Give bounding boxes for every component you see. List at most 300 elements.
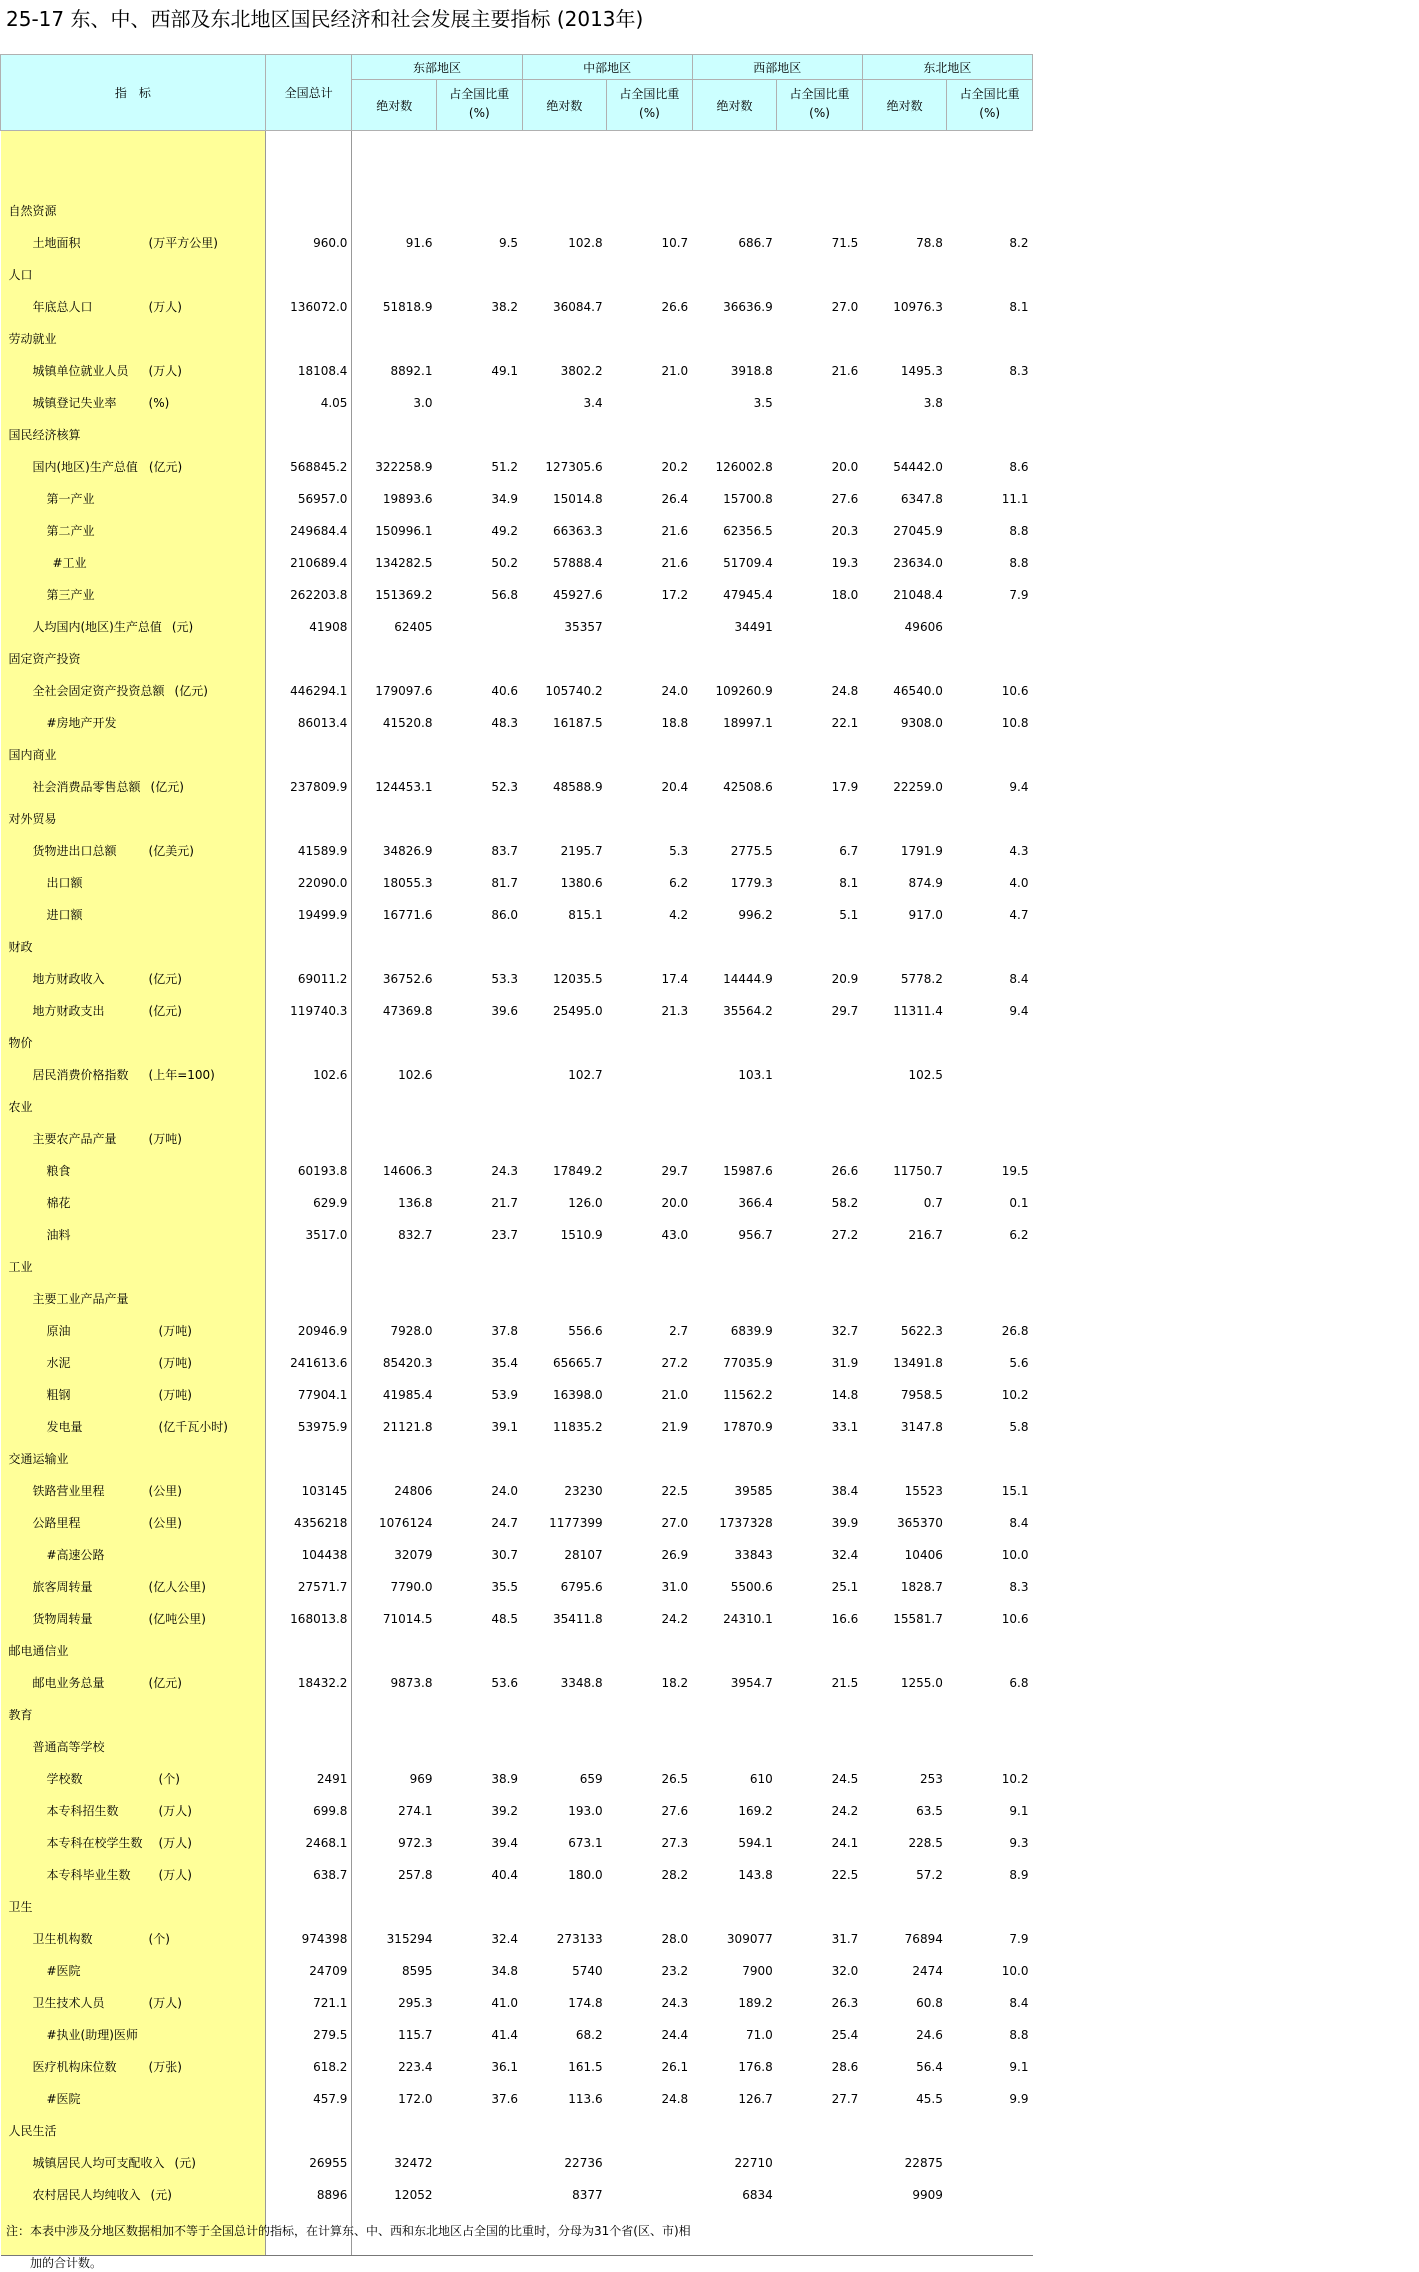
table-row [1,355,1033,387]
table-row [1,1187,1033,1219]
table-row [1,1731,1033,1763]
indicator-cell [1,1955,266,1987]
share-value: 53.3 [491,972,519,986]
share-value: 27.0 [661,1516,689,1530]
share-value [436,643,522,675]
absolute-value: 13491.8 [893,1356,943,1370]
indicator-label: #医院 [46,2092,81,2106]
absolute-value [692,195,777,227]
indicator-unit: (亿元) [148,1676,182,1690]
absolute-value: 15987.6 [723,1164,773,1178]
indicator-cell [1,195,266,227]
indicator-cell [1,835,266,867]
indicator-label: 第三产业 [46,588,95,602]
share-value: 23.7 [491,1228,519,1242]
absolute-value: 0.7 [923,1196,943,1210]
table-row [1,2083,1033,2115]
indicator-unit: (万人) [148,364,182,378]
table-row [1,1763,1033,1795]
absolute-value [692,1283,777,1315]
absolute-value [352,1091,437,1123]
indicator-unit: (万吨) [148,1132,182,1146]
header-region-northeast: 东北地区 [862,55,1032,80]
share-value: 29.7 [661,1164,689,1178]
table-row [1,1379,1033,1411]
share-value [777,195,863,227]
share-value: 81.7 [491,876,519,890]
indicator-cell [1,2083,266,2115]
national-value: 618.2 [265,2051,352,2083]
share-value: 10.6 [1001,684,1029,698]
share-value: 27.6 [831,492,859,506]
table-row [1,2147,1033,2179]
indicator-unit: (万张) [148,2060,182,2074]
absolute-value [522,803,607,835]
share-value: 71.5 [831,236,859,250]
absolute-value: 228.5 [908,1836,943,1850]
share-value: 29.7 [831,1004,859,1018]
absolute-value: 45.5 [916,2092,943,2106]
indicator-cell [1,2051,266,2083]
indicator-label: 本专科毕业生数 [46,1868,131,1882]
absolute-value: 48588.9 [552,780,603,794]
absolute-value: 102.8 [568,236,603,250]
absolute-value: 34826.9 [382,844,433,858]
table-row [1,1475,1033,1507]
national-value: 446294.1 [265,675,352,707]
header-indicator: 指 标 [1,55,266,131]
share-value: 53.6 [491,1676,519,1690]
share-value [947,643,1033,675]
absolute-value: 23230 [564,1484,603,1498]
indicator-cell [1,867,266,899]
national-value: 210689.4 [265,547,352,579]
absolute-value: 295.3 [398,1996,433,2010]
absolute-value: 35564.2 [723,1004,773,1018]
table-row [1,1123,1033,1155]
share-value [607,931,693,963]
share-value [607,1443,693,1475]
share-value [947,1891,1033,1923]
share-value [436,387,522,419]
table-row [1,1059,1033,1091]
absolute-value: 179097.6 [375,684,433,698]
absolute-value [692,259,777,291]
absolute-value: 610 [749,1772,773,1786]
indicator-cell [1,1251,266,1283]
indicator-unit: (公里) [148,1484,182,1498]
absolute-value [352,259,437,291]
share-value [607,2147,693,2179]
share-value: 18.2 [661,1676,689,1690]
absolute-value [862,323,947,355]
absolute-value: 1828.7 [900,1580,943,1594]
absolute-value [862,803,947,835]
share-value: 21.3 [661,1004,689,1018]
indicator-label: 学校数 [46,1772,83,1786]
absolute-value [352,1891,437,1923]
absolute-value: 21048.4 [893,588,943,602]
share-value: 4.7 [1009,908,1029,922]
table-row [1,1571,1033,1603]
absolute-value: 556.6 [568,1324,603,1338]
absolute-value: 57.2 [916,1868,943,1882]
share-value: 49.1 [491,364,519,378]
indicator-cell [1,1027,266,1059]
share-value [436,323,522,355]
table-row [1,579,1033,611]
share-value: 32.4 [491,1932,519,1946]
absolute-value [692,1123,777,1155]
indicator-label: 棉花 [46,1196,71,1210]
share-value: 26.3 [831,1996,859,2010]
absolute-value: 1177399 [549,1516,603,1530]
share-value: 58.2 [831,1196,859,1210]
national-value: 41908 [265,611,352,643]
absolute-value [862,1443,947,1475]
absolute-value: 24.6 [916,2028,943,2042]
national-value [265,1443,352,1475]
absolute-value: 17870.9 [723,1420,773,1434]
national-value: 960.0 [265,227,352,259]
absolute-value [522,1891,607,1923]
share-value [777,259,863,291]
absolute-value: 172.0 [398,2092,433,2106]
share-value [436,2147,522,2179]
absolute-value: 63.5 [916,1804,943,1818]
indicator-unit: (个) [148,1932,170,1946]
share-value: 5.6 [1009,1356,1029,1370]
absolute-value: 57888.4 [552,556,603,570]
share-value: 26.1 [661,2060,689,2074]
share-value: 24.7 [491,1516,519,1530]
national-value: 24709 [265,1955,352,1987]
indicator-label: 地方财政收入 [32,972,105,986]
absolute-value: 124453.1 [375,780,433,794]
absolute-value [862,1123,947,1155]
absolute-value: 10976.3 [893,300,943,314]
indicator-unit: (万人) [148,300,182,314]
indicator-cell [1,1475,266,1507]
absolute-value [522,1283,607,1315]
indicator-label: 粗钢 [46,1388,71,1402]
share-value: 8.8 [1009,2028,1029,2042]
category-row [1,643,1033,675]
absolute-value: 169.2 [738,1804,773,1818]
category-label: 卫生 [8,1900,33,1914]
national-value: 457.9 [265,2083,352,2115]
absolute-value [692,1027,777,1059]
national-value: 60193.8 [265,1155,352,1187]
indicator-unit: (上年=100) [148,1068,215,1082]
share-value: 20.9 [831,972,859,986]
share-value: 31.0 [661,1580,689,1594]
share-value [607,643,693,675]
share-value [777,387,863,419]
share-value [947,1443,1033,1475]
share-value [947,739,1033,771]
absolute-value: 46540.0 [893,684,943,698]
absolute-value: 8595 [401,1964,433,1978]
absolute-value [862,1091,947,1123]
national-value: 119740.3 [265,995,352,1027]
absolute-value: 105740.2 [545,684,603,698]
indicator-label: 出口额 [46,876,83,890]
absolute-value: 874.9 [908,876,943,890]
absolute-value: 18055.3 [382,876,433,890]
share-value: 17.4 [661,972,689,986]
national-value [265,931,352,963]
absolute-value: 2474 [912,1964,943,1978]
absolute-value [862,259,947,291]
category-label: 农业 [8,1100,33,1114]
share-value [947,2179,1033,2211]
share-value: 39.2 [491,1804,519,1818]
share-value: 48.5 [491,1612,519,1626]
category-label: 人口 [8,268,33,282]
absolute-value [352,643,437,675]
share-value: 21.0 [661,1388,689,1402]
share-value: 4.2 [669,908,689,922]
absolute-value: 322258.9 [375,460,433,474]
absolute-value [862,1027,947,1059]
absolute-value: 3.4 [583,396,603,410]
absolute-value: 19893.6 [382,492,433,506]
table-row [1,995,1033,1027]
national-value: 102.6 [265,1059,352,1091]
share-value [777,1251,863,1283]
absolute-value: 76894 [904,1932,943,1946]
table-row [1,387,1033,419]
category-row [1,323,1033,355]
national-value [265,2115,352,2147]
share-value: 20.3 [831,524,859,538]
share-value [947,387,1033,419]
share-value: 9.1 [1009,1804,1029,1818]
absolute-value: 33843 [734,1548,773,1562]
indicator-label: 货物进出口总额 [32,844,117,858]
share-value: 31.9 [831,1356,859,1370]
share-value [777,2179,863,2211]
indicator-cell [1,1347,266,1379]
category-row [1,259,1033,291]
absolute-value: 6834 [742,2188,773,2202]
absolute-value [692,931,777,963]
table-row [1,1347,1033,1379]
table-row [1,899,1033,931]
absolute-value: 39585 [734,1484,773,1498]
share-value: 5.8 [1009,1420,1029,1434]
share-value [947,1027,1033,1059]
national-value: 136072.0 [265,291,352,323]
category-row [1,803,1033,835]
absolute-value: 5778.2 [900,972,943,986]
absolute-value [522,1731,607,1763]
indicator-cell [1,1635,266,1667]
indicator-cell [1,1187,266,1219]
absolute-value: 91.6 [405,236,433,250]
absolute-value: 62356.5 [723,524,773,538]
header-percent: (%) [947,106,1033,131]
category-label: 对外贸易 [8,812,57,826]
absolute-value [352,2115,437,2147]
absolute-value: 3.5 [753,396,773,410]
national-value [265,739,352,771]
indicator-cell [1,1795,266,1827]
category-row [1,739,1033,771]
table-row [1,451,1033,483]
national-value [265,1283,352,1315]
indicator-label: 水泥 [46,1356,71,1370]
share-value: 10.0 [1001,1548,1029,1562]
absolute-value: 16398.0 [552,1388,603,1402]
absolute-value: 659 [579,1772,603,1786]
share-value [436,1731,522,1763]
share-value [436,195,522,227]
indicator-cell [1,1123,266,1155]
header-absolute: 绝对数 [692,80,777,131]
share-value: 27.2 [661,1356,689,1370]
absolute-value: 6347.8 [900,492,943,506]
share-value [947,1251,1033,1283]
share-value: 83.7 [491,844,519,858]
absolute-value: 7928.0 [390,1324,433,1338]
absolute-value: 65665.7 [552,1356,603,1370]
share-value [777,323,863,355]
share-value [607,1027,693,1059]
national-value: 629.9 [265,1187,352,1219]
share-value: 28.2 [661,1868,689,1882]
indicator-label: #执业(助理)医师 [46,2028,138,2042]
absolute-value [862,419,947,451]
absolute-value [352,1251,437,1283]
indicator-cell [1,899,266,931]
share-value: 26.4 [661,492,689,506]
share-value [607,2115,693,2147]
share-value [436,803,522,835]
absolute-value [352,323,437,355]
absolute-value: 12035.5 [552,972,603,986]
national-value: 2468.1 [265,1827,352,1859]
indicator-label: 人均国内(地区)生产总值 [32,620,162,634]
absolute-value: 9909 [912,2188,943,2202]
header-region-central: 中部地区 [522,55,692,80]
indicator-label: 旅客周转量 [32,1580,93,1594]
share-value: 86.0 [491,908,519,922]
national-value: 249684.4 [265,515,352,547]
absolute-value: 11835.2 [552,1420,603,1434]
absolute-value: 366.4 [738,1196,773,1210]
table-row [1,1667,1033,1699]
absolute-value [862,1731,947,1763]
share-value [777,1027,863,1059]
indicator-label: #高速公路 [46,1548,105,1562]
share-value: 20.0 [831,460,859,474]
indicator-cell [1,1667,266,1699]
absolute-value: 18997.1 [723,716,773,730]
national-value: 279.5 [265,2019,352,2051]
share-value: 37.8 [491,1324,519,1338]
share-value: 6.2 [1009,1228,1029,1242]
national-value: 699.8 [265,1795,352,1827]
share-value [436,931,522,963]
indicator-cell [1,739,266,771]
absolute-value: 15700.8 [723,492,773,506]
share-value: 10.2 [1001,1388,1029,1402]
share-value [947,611,1033,643]
absolute-value: 309077 [726,1932,773,1946]
absolute-value: 972.3 [398,1836,433,1850]
indicator-cell [1,1923,266,1955]
absolute-value: 34491 [734,620,773,634]
share-value [607,1699,693,1731]
footnote-line-1: 注：本表中涉及分地区数据相加不等于全国总计的指标，在计算东、中、西和东北地区占全国的比重时，分母为31个省(区、市)相 [6,2224,691,2238]
share-value: 40.4 [491,1868,519,1882]
table-header [1,55,1033,131]
share-value: 19.3 [831,556,859,570]
share-value [436,1891,522,1923]
national-value [265,1731,352,1763]
indicator-unit: (亿吨公里) [148,1612,206,1626]
absolute-value [862,739,947,771]
indicator-label: 第二产业 [46,524,95,538]
share-value: 6.2 [669,876,689,890]
indicator-cell [1,1155,266,1187]
share-value: 38.9 [491,1772,519,1786]
absolute-value: 41985.4 [382,1388,433,1402]
share-value: 21.0 [661,364,689,378]
national-value: 638.7 [265,1859,352,1891]
share-value: 53.9 [491,1388,519,1402]
absolute-value [692,803,777,835]
share-value: 8.9 [1009,1868,1029,1882]
share-value: 5.1 [839,908,859,922]
absolute-value: 36636.9 [723,300,773,314]
header-percent: (%) [436,106,522,131]
share-value: 22.1 [831,716,859,730]
share-value: 27.2 [831,1228,859,1242]
absolute-value: 78.8 [916,236,943,250]
share-value: 50.2 [491,556,519,570]
indicator-unit: (元) [171,620,194,634]
indicator-label: 主要工业产品产量 [32,1292,129,1306]
absolute-value: 7900 [742,1964,773,1978]
share-value [436,1059,522,1091]
indicator-cell [1,419,266,451]
share-value: 6.8 [1009,1676,1029,1690]
absolute-value: 51818.9 [382,300,433,314]
national-value: 4356218 [265,1507,352,1539]
share-value [947,1091,1033,1123]
national-value [265,195,352,227]
indicator-unit: (万人) [148,1996,182,2010]
indicator-unit: (亿人公里) [148,1580,206,1594]
indicator-unit: (万吨) [158,1356,192,1370]
share-value [777,1699,863,1731]
national-value: 8896 [265,2179,352,2211]
absolute-value: 28107 [564,1548,603,1562]
share-value [947,419,1033,451]
absolute-value: 47369.8 [382,1004,433,1018]
indicator-cell [1,1091,266,1123]
share-value [607,1891,693,1923]
share-value [777,611,863,643]
share-value [436,1091,522,1123]
absolute-value: 180.0 [568,1868,603,1882]
share-value [607,419,693,451]
national-value: 721.1 [265,1987,352,2019]
indicator-unit: (亿千瓦小时) [158,1420,228,1434]
